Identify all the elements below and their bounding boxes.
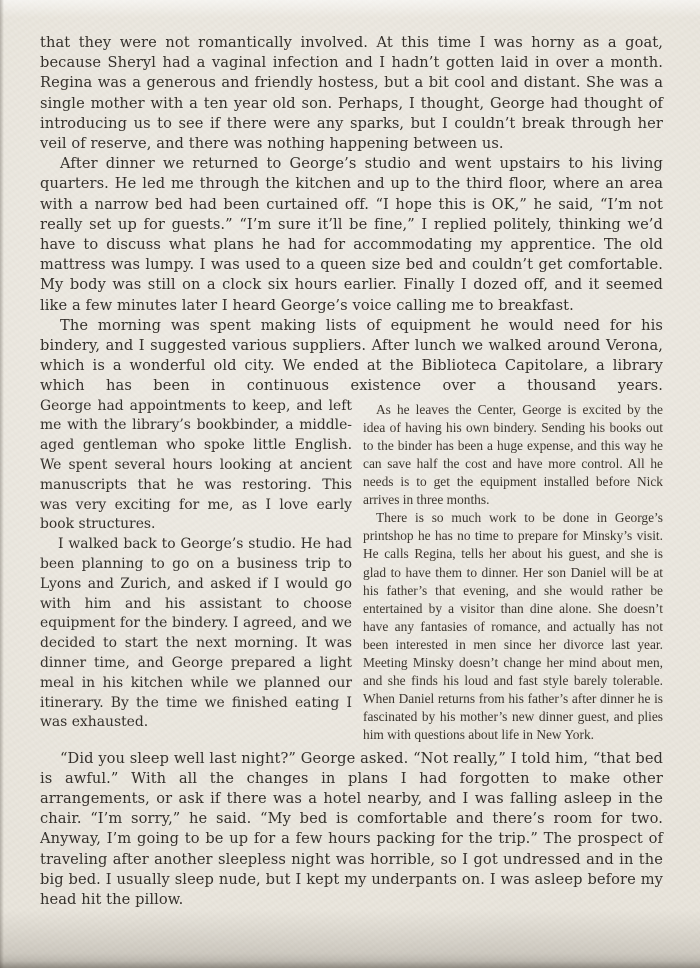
paragraph-walked-back: I walked back to George’s studio. He had been planning to go on a business trip to Lyons and Zurich, and asked if I would go with him and his assistant to choose equipment for the bindery. I agreed, and we decided to start the next morning. It was dinner time, and George prepared a light meal in his kitchen while we planned our itinerary. By the time we finished eating I was exhausted. [40,536,352,731]
sidebar-commentary [363,397,663,745]
page-bottom-shadow [0,961,700,968]
paragraph-after-dinner: After dinner we returned to George’s studio and went upstairs to his living quarters. He led me through the kitchen and up to the third floor, where an area with a narrow bed had been curtained off. “I hope this is OK,” he said, “I’m not really set up for guests.” “I’m sure it’ll be fine,” I replied politely, thinking we’d have to discuss what plans he had for accommodating my apprentice. The old mattress was lumpy. I was used to a queen size bed and couldn’t get comfortable. My body was still on a clock six hours earlier. Finally I dozed off, and it seemed like a few minutes later I heard George’s voice calling me to breakfast. [40,155,663,314]
main-text-column [40,397,352,734]
paragraph-morning-fullwidth: The morning was spent making lists of equipment he would need for his bindery, and I suggested various suppliers. After lunch we walked around Verona, which is a wonderful old city. We ended at the Biblioteca Capitolare, a library which has been in continuous existence over a thousand years. [40,316,663,395]
page-text-block [40,33,663,910]
page-left-edge-shadow [0,0,4,968]
sidebar-paragraph-regina: There is so much work to be done in George’s printshop he has no time to prepare for Minsky’s visit. He calls Regina, tells her about his guest, and she is glad to have them to dinner. Her son Daniel will be at his father’s that evening, and she would rather be entertained by a visitor than dine alone. She doesn’t have any fantasies of romance, and actually has not been interested in men since her divorce last year. Meeting Minsky doesn’t change her mind about men, and she finds his loud and fast style barely tolerable. When Daniel returns from his father’s after dinner he is fascinated by his mother’s new dinner guest, and plies him with questions about life in New York. [363,510,663,743]
paragraph-morning-continuation: George had appointments to keep, and left me with the library’s bookbinder, a middle-aged gentleman who spoke little English. We spent several hours looking at ancient manuscripts that he was restoring. This was very exciting for me, as I love early book structures. [40,397,352,533]
two-column-section [40,397,663,749]
paragraph-did-you-sleep: “Did you sleep well last night?” George asked. “Not really,” I told him, “that bed is awful.” With all the changes in plans I had forgotten to make other arrangements, or ask if there was a hotel nearby, and I was falling asleep in the chair. “I’m sorry,” he said. “My bed is comfortable and there’s room for two. Anyway, I’m going to be up for a few hours packing for the trip.” The prospect of traveling after another sleepless night was horrible, so I got undressed and in the big bed. I usually sleep nude, but I kept my underpants on. I was asleep before my head hit the pillow. [40,749,663,909]
sidebar-paragraph-bindery: As he leaves the Center, George is excited by the idea of having his own bindery. Sending his books out to the binder has been a huge expense, and this way he can save half the cost and have more control. All he needs is to get the equipment installed before Nick arrives in three months. [363,401,663,508]
paragraph-continuation-from-previous-page: that they were not romantically involved. At this time I was horny as a goat, because Sheryl had a vaginal infection and I hadn’t gotten laid in over a month. Regina was a generous and friendly hostess, but a bit cool and distant. She was a single mother with a ten year old son. Perhaps, I thought, George had thought of introducing us to see if there were any sparks, but I couldn’t break through her veil of reserve, and there was nothing happening between us. [40,34,663,153]
